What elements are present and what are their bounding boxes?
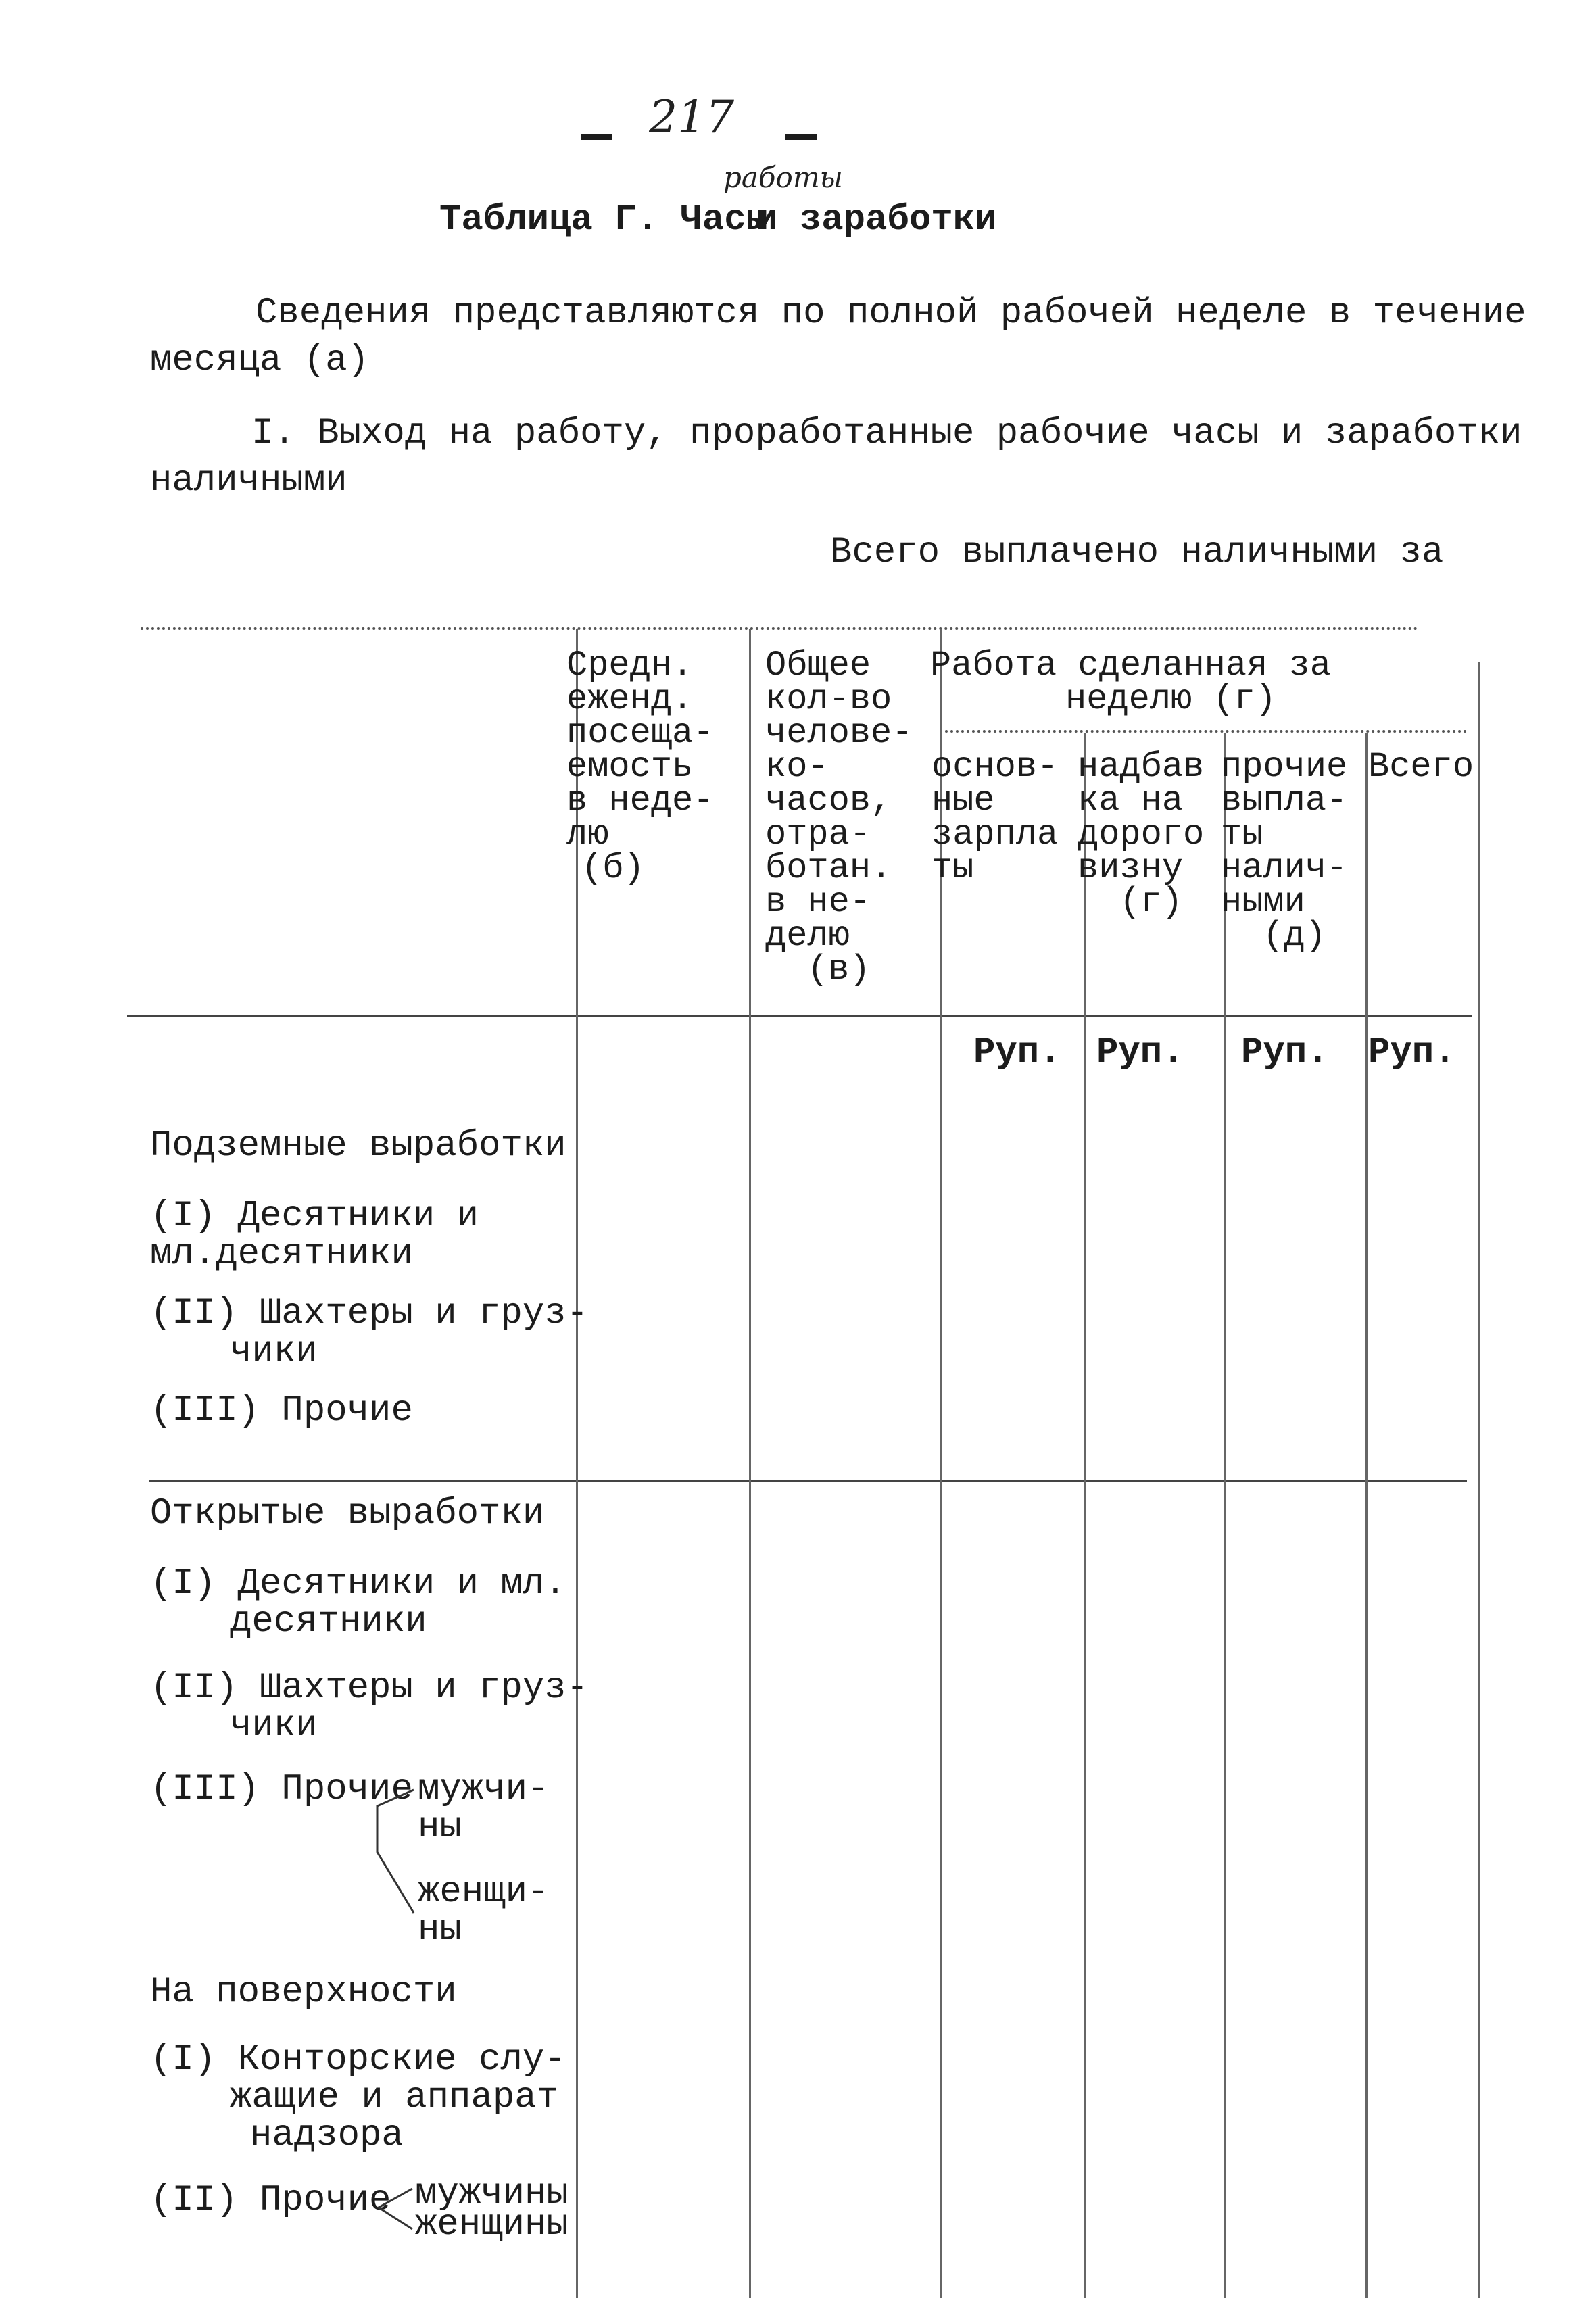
open-others-men: мужчи- ны bbox=[418, 1769, 550, 1848]
column-divider-2 bbox=[749, 629, 751, 2298]
table-top-rule bbox=[141, 627, 1418, 630]
surface-others-brace bbox=[365, 2183, 419, 2237]
surface-row-office-staff: (I) Конторские слу- жащие и аппарат надзора bbox=[150, 2039, 566, 2156]
underground-row-others: (III) Прочие bbox=[150, 1390, 413, 1432]
column-divider-6 bbox=[1365, 733, 1368, 2298]
unit-basic-wages: Руп. bbox=[973, 1032, 1061, 1073]
surface-others-women: женщины bbox=[415, 2204, 569, 2245]
header-bottom-rule bbox=[127, 1015, 1472, 1017]
page-number-dash-left bbox=[581, 134, 612, 140]
open-others-brace bbox=[365, 1778, 419, 1926]
surface-heading: На поверхности bbox=[150, 1972, 457, 2013]
column-divider-4 bbox=[1084, 733, 1086, 2298]
underground-heading: Подземные выработки bbox=[150, 1125, 566, 1167]
surface-others-men: мужчины bbox=[415, 2173, 569, 2214]
col-group-work-done: Работа сделанная за неделю (г) bbox=[930, 645, 1331, 719]
open-others-women: женщи- ны bbox=[418, 1872, 550, 1951]
underground-row-foremen: (I) Десятники и мл.десятники bbox=[150, 1196, 479, 1275]
table-title-part1: Таблица Г. Часы bbox=[439, 199, 769, 241]
column-divider-5 bbox=[1224, 733, 1226, 2298]
total-paid-caption: Всего выплачено наличными за bbox=[830, 532, 1444, 573]
col-other-payments: прочие выпла- ты налич- ными (д) bbox=[1221, 747, 1348, 956]
section-divider-rule bbox=[149, 1480, 1467, 1482]
page-number-dash-right bbox=[785, 134, 817, 140]
open-row-miners: (II) Шахтеры и груз- чики bbox=[150, 1667, 589, 1747]
section-1-line-2: наличными bbox=[150, 460, 347, 502]
open-row-others: (III) Прочие bbox=[150, 1769, 413, 1810]
intro-line-2: месяца (а) bbox=[150, 340, 370, 381]
header-split-rule bbox=[940, 730, 1467, 733]
col-basic-wages: основ- ные зарпла ты bbox=[932, 747, 1059, 888]
surface-row-others: (II) Прочие bbox=[150, 2180, 391, 2221]
intro-line-1: Сведения представляются по полной рабочей неделе в течение bbox=[256, 293, 1526, 334]
unit-cost-of-living: Руп. bbox=[1096, 1032, 1184, 1073]
section-1-line-1: I. Выход на работу, проработанные рабочие часы и заработки bbox=[251, 413, 1522, 454]
col-man-hours: Общее кол-во челове- ко- часов, отра- ботан. в не- делю (в) bbox=[765, 645, 913, 990]
column-divider-7 bbox=[1478, 662, 1480, 2298]
handwritten-insert: работы bbox=[723, 161, 843, 194]
unit-other-payments: Руп. bbox=[1241, 1032, 1329, 1073]
open-heading: Открытые выработки bbox=[150, 1493, 545, 1534]
underground-row-miners: (II) Шахтеры и груз- чики bbox=[150, 1293, 589, 1372]
page-number: 217 bbox=[649, 91, 734, 143]
col-total: Всего bbox=[1368, 747, 1474, 787]
table-title-part2: и заработки bbox=[756, 199, 997, 241]
col-cost-of-living: надбав ка на дорого визну (г) bbox=[1078, 747, 1205, 922]
open-row-foremen: (I) Десятники и мл. десятники bbox=[150, 1563, 566, 1642]
unit-total: Руп. bbox=[1368, 1032, 1456, 1073]
col-avg-attendance: Средн. еженд. посеща- емость в неде- лю (б) bbox=[566, 645, 715, 888]
